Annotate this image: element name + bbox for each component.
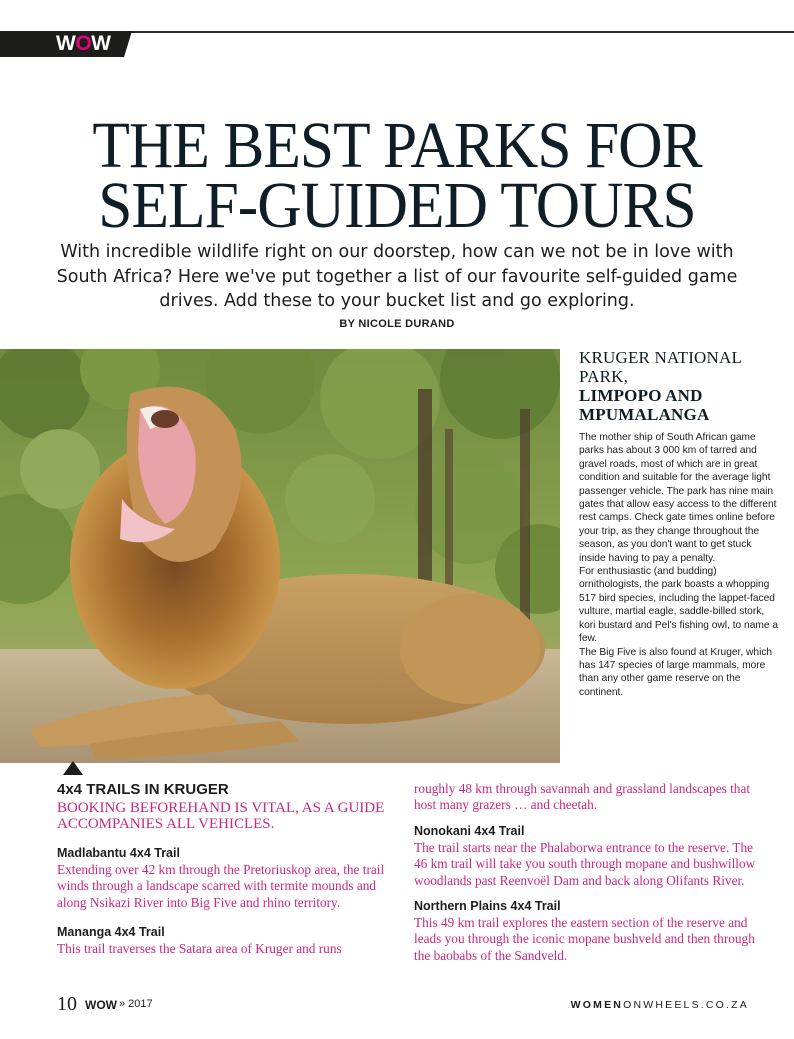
page-number: 10 (57, 993, 77, 1015)
footer-website: WOMENONWHEELS.CO.ZA (570, 999, 749, 1011)
kruger-paragraph-3: The Big Five is also found at Kruger, which has 147 species of large mammals, more than any other game reserve on the continent. (579, 646, 773, 698)
byline: BY NICOLE DURAND (339, 318, 455, 330)
footer-logo: WOW (85, 998, 117, 1012)
kruger-paragraph-1: The mother ship of South African game parks has about 3 000 km of tarred and gravel roads, most of which are in great condition and suitable for the average light passenger vehicle. The park has nine main gates that allow easy access to the different rest camps. Check gate times online before your trip, as they change throughout the season, as you don't want to get stuck inside having to pay a penalty. (579, 432, 777, 564)
headline-line-2: SELF-GUIDED TOURS (98, 169, 696, 242)
madlabantu-text: Extending over 42 km through the Pretoriuskop area, the trail winds through a landscape scarred with termite mounds and along Nsikazi River into Big Five and rhino territory. (57, 862, 385, 910)
kruger-body (579, 431, 779, 699)
trails-column-1 (57, 781, 397, 958)
mananga-title: Mananga 4x4 Trail (57, 925, 165, 940)
section-header-bar (0, 29, 794, 57)
kruger-paragraph-2: For enthusiastic (and budding) ornithologists, the park boasts a whopping 517 bird species, including the lappet-faced vulture, martial eagle, saddle-billed stork, kori bustard and Pel's fishing owl, to name a few. (579, 566, 779, 645)
triangle-marker-icon (63, 761, 83, 775)
standfirst: With incredible wildlife right on our doorstep, how can we not be in love with South Africa? Here we've put together a list of our favourite self-guided game drives. Add these to your bucket list and go exploring. (56, 242, 738, 311)
kruger-title: KRUGER NATIONAL PARK, LIMPOPO AND MPUMALANGA (579, 348, 742, 424)
wow-logo: WOW (56, 32, 111, 55)
footer-issue-year: » 2017 (119, 998, 153, 1010)
northern-plains-title: Northern Plains 4x4 Trail (414, 899, 561, 914)
northern-plains-text: This 49 km trail explores the eastern section of the reserve and leads you through the iconic mopane bushveld and then through the baobabs of the Sandveld. (414, 915, 755, 963)
page-footer (57, 993, 749, 1017)
headline-line-1: THE BEST PARKS FOR (92, 109, 702, 182)
mananga-text-start: This trail traverses the Satara area of Kruger and runs (57, 941, 342, 957)
lion-photo (0, 349, 560, 763)
kruger-sidebar (579, 348, 779, 699)
header-rule (120, 31, 794, 33)
nonokani-title: Nonokani 4x4 Trail (414, 823, 525, 838)
mananga-text-continued: roughly 48 km through savannah and grassland landscapes that host many grazers … and cheetah. (414, 781, 751, 813)
nonokani-text: The trail starts near the Phalaborwa entrance to the reserve. The 46 km trail will take you south through mopane and bushwillow woodlands past Reenvoël Dam and back along Olifants River. (414, 839, 756, 888)
trails-heading: 4x4 TRAILS IN KRUGER (57, 781, 229, 798)
trails-subheading: BOOKING BEFOREHAND IS VITAL, AS A GUIDE ACCOMPANIES ALL VEHICLES. (57, 800, 385, 832)
madlabantu-title: Madlabantu 4x4 Trail (57, 846, 180, 860)
trails-column-2 (414, 781, 759, 964)
